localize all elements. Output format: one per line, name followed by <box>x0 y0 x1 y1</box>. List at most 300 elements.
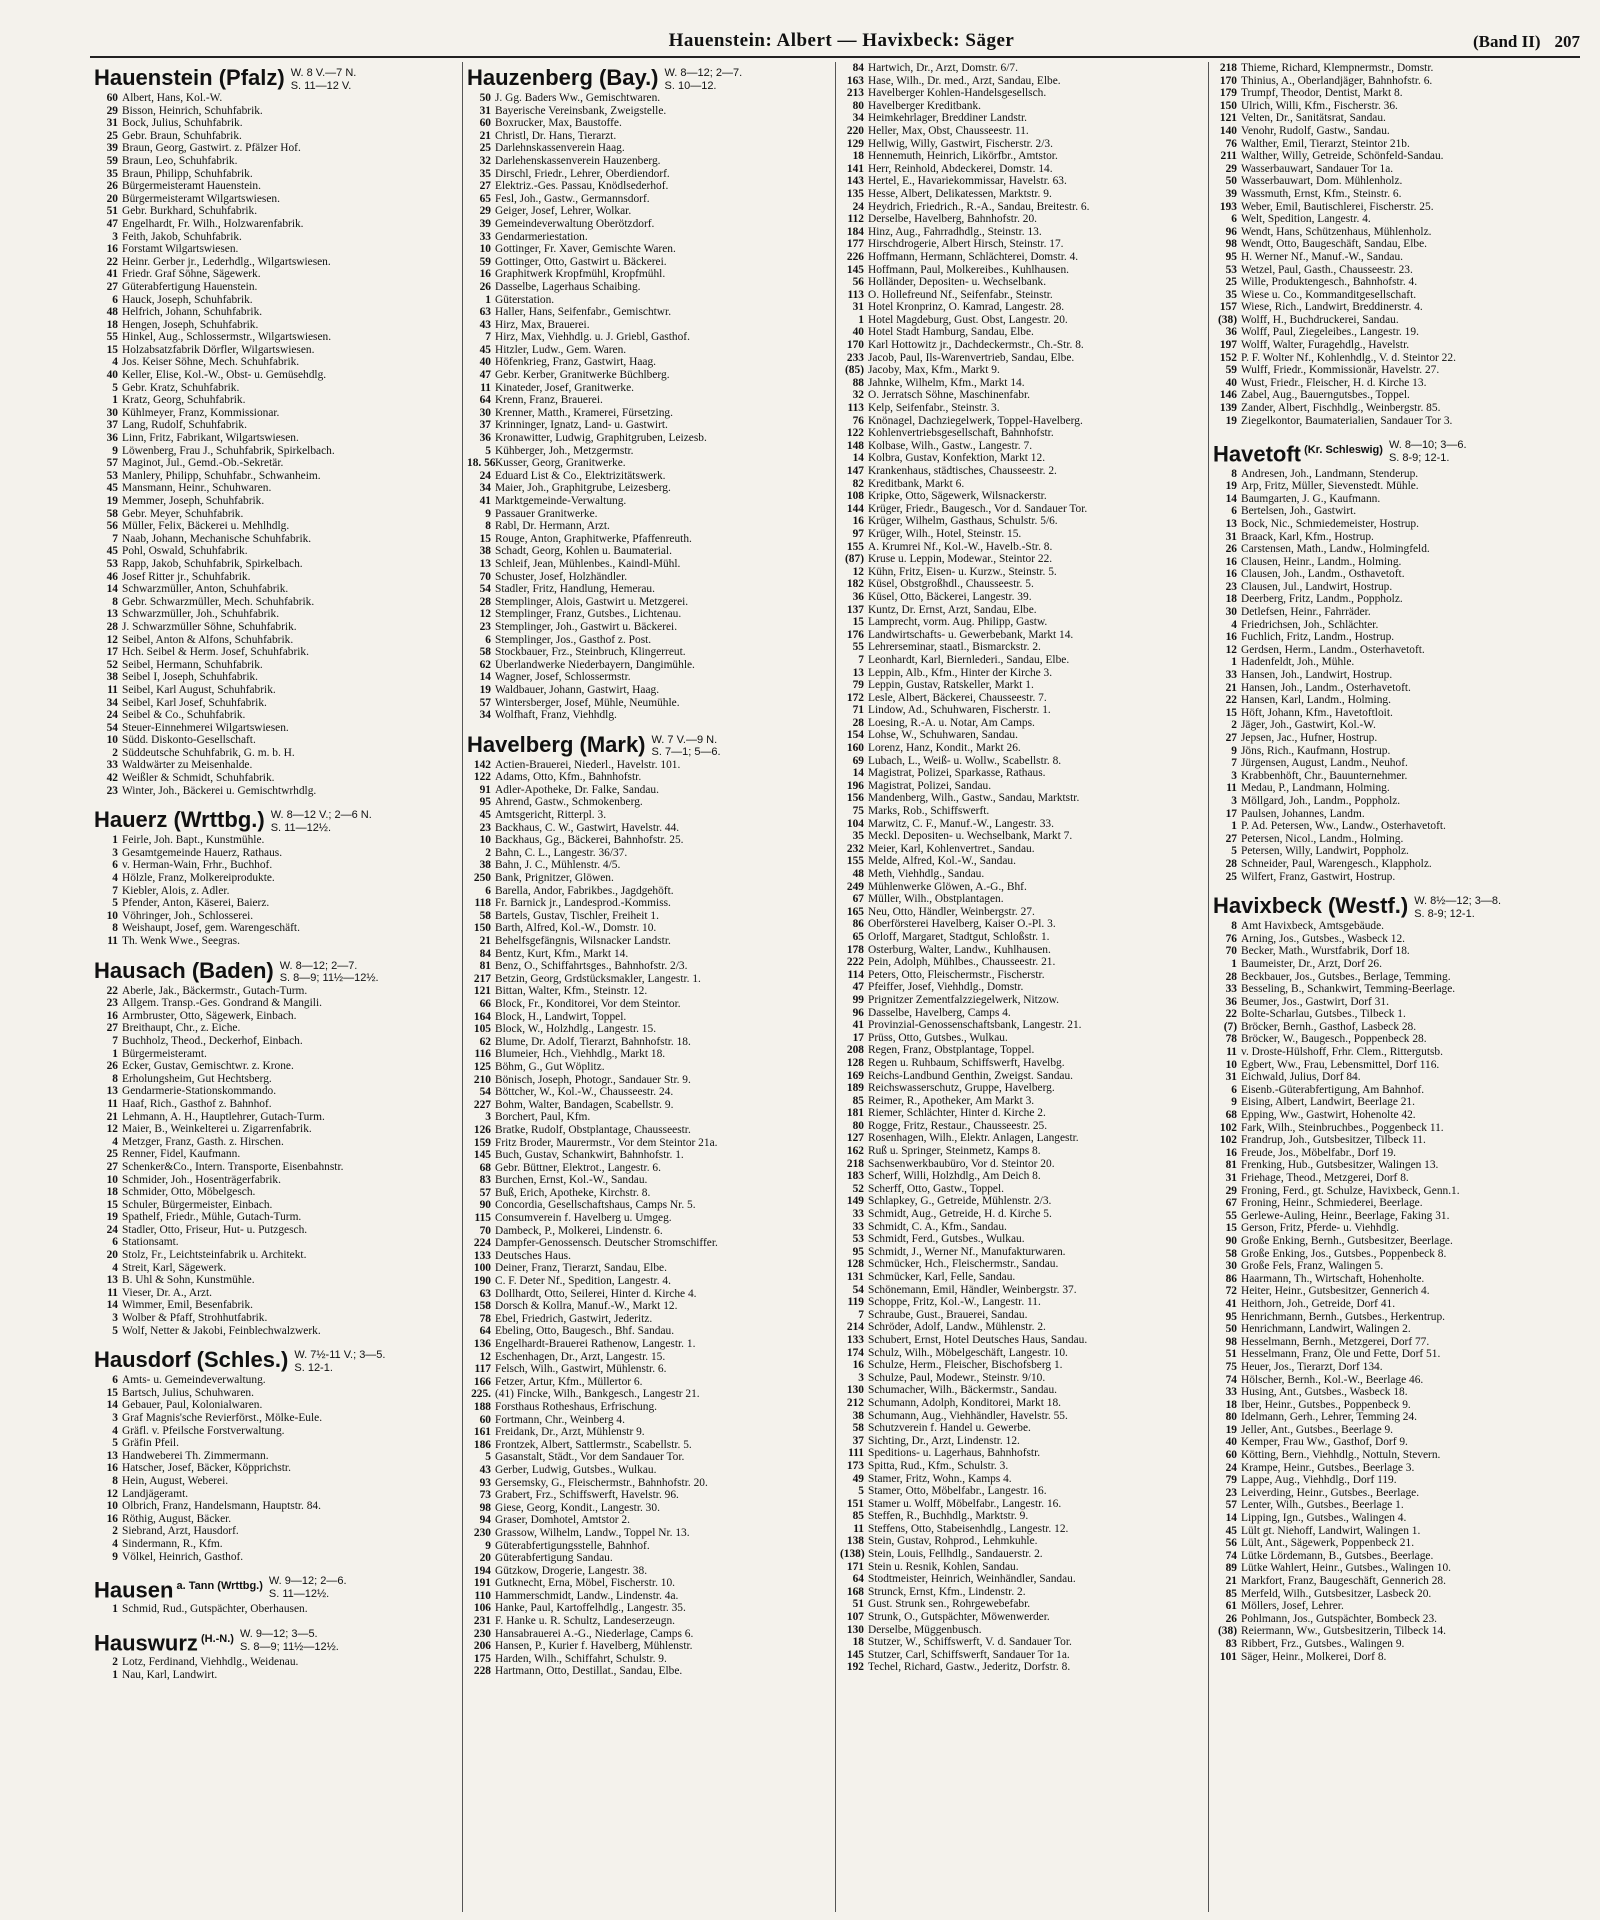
directory-entry <box>840 377 1204 390</box>
entry-number: 8 <box>112 1072 118 1085</box>
directory-entry <box>840 326 1204 339</box>
entry-text: Krenn, Franz, Brauerei. <box>495 394 603 407</box>
place-name: Hausdorf (Schles.) <box>94 1347 289 1373</box>
office-hours <box>294 1349 385 1374</box>
directory-entry <box>1213 1462 1578 1475</box>
directory-entry <box>94 621 458 634</box>
directory-entry <box>840 1334 1204 1347</box>
entry-text: Gottinger, Fr. Xaver, Gemischte Waren. <box>495 243 676 256</box>
directory-entry <box>840 591 1204 604</box>
entry-number: 19 <box>1225 1423 1237 1436</box>
directory-entry <box>1213 983 1578 996</box>
directory-entry <box>1213 1285 1578 1298</box>
entry-text: Stemplinger, Joh., Gastwirt u. Bäckerei. <box>495 620 678 633</box>
entry-text: Helfrich, Johann, Schuhfabrik. <box>122 306 263 319</box>
entry-number: 182 <box>846 578 864 591</box>
directory-entry <box>1213 100 1578 113</box>
entry-text: Trumpf, Theodor, Dentist, Markt 8. <box>1241 87 1403 100</box>
entry-text: Loesing, R.-A. u. Notar, Am Camps. <box>868 716 1035 729</box>
entry-number: 133 <box>846 1333 864 1346</box>
directory-entry <box>467 1250 831 1263</box>
entry-text: Streit, Karl, Sägewerk. <box>122 1261 227 1274</box>
entry-text: Kreditbank, Markt 6. <box>868 477 965 490</box>
place-heading <box>94 1347 458 1374</box>
entry-number: 86 <box>1225 1272 1237 1285</box>
entry-number: 112 <box>847 213 864 226</box>
entry-number: 19 <box>1225 414 1237 427</box>
directory-entry <box>467 356 831 369</box>
entry-number: 211 <box>1220 150 1237 163</box>
directory-entry <box>467 634 831 647</box>
entry-number: 27 <box>1225 832 1237 845</box>
entry-number: 51 <box>852 1598 864 1611</box>
entry-text: Heimkehrlager, Breddiner Landstr. <box>868 112 1027 125</box>
entry-text: Kiebler, Alois, z. Adler. <box>122 884 230 897</box>
entry-number: 4 <box>112 1537 118 1550</box>
directory-entry <box>840 1586 1204 1599</box>
directory-entry <box>94 571 458 584</box>
entry-number: 39 <box>1225 187 1237 200</box>
entry-number: 50 <box>1225 175 1237 188</box>
entry-text: Reichswasserschutz, Gruppe, Havelberg. <box>868 1082 1055 1095</box>
directory-entry <box>94 785 458 798</box>
directory-entry <box>840 1410 1204 1423</box>
entry-number: 196 <box>846 779 864 792</box>
directory-entry <box>94 1669 458 1682</box>
entry-number: 29 <box>1225 1184 1237 1197</box>
entry-number: 71 <box>852 704 864 717</box>
directory-entry <box>1213 1625 1578 1638</box>
entry-number: 96 <box>1225 225 1237 238</box>
entry-text: Gräfin Pfeil. <box>122 1437 179 1450</box>
entry-number: 170 <box>1219 74 1237 87</box>
entry-number: 68 <box>479 1161 491 1174</box>
entry-number: 140 <box>1219 124 1237 137</box>
entry-number: 57 <box>106 457 118 470</box>
directory-entry <box>840 1321 1204 1334</box>
entry-number: 27 <box>106 1160 118 1173</box>
directory-entry <box>94 180 458 193</box>
entry-number: 249 <box>846 880 864 893</box>
entry-text: Leppin, Gustav, Ratskeller, Markt 1. <box>868 679 1034 692</box>
directory-entry <box>467 1615 831 1628</box>
entry-text: Burchen, Ernst, Kol.-W., Sandau. <box>495 1174 648 1187</box>
entry-text: Adams, Otto, Kfm., Bahnhofstr. <box>495 771 642 784</box>
entry-text: Block, Fr., Konditorei, Vor dem Steintor. <box>495 997 681 1010</box>
entry-text: Lehmann, A. H., Hauptlehrer, Gutach-Turm. <box>122 1110 325 1123</box>
directory-entry <box>94 985 458 998</box>
entry-number: 146 <box>1219 389 1237 402</box>
entry-text: Fr. Barnick jr., Landesprod.-Kommiss. <box>495 897 671 910</box>
directory-entry <box>1213 707 1578 720</box>
directory-entry <box>840 1561 1204 1574</box>
office-hours <box>665 67 743 92</box>
entry-text: H. Werner Nf., Manuf.-W., Sandau. <box>1241 250 1403 263</box>
directory-entry <box>1213 933 1578 946</box>
entry-text: Graphitwerk Kropfmühl, Kropfmühl. <box>495 268 666 281</box>
entry-number: 231 <box>473 1615 491 1628</box>
directory-entry <box>94 369 458 382</box>
entry-text: Gerdsen, Herm., Landm., Osterhavetoft. <box>1241 643 1425 656</box>
directory-entry <box>840 1258 1204 1271</box>
directory-entry <box>467 1275 831 1288</box>
directory-entry <box>467 382 831 395</box>
entry-text: P. F. Wolter Nf., Kohlenhdlg., V. d. Steintor 22. <box>1241 351 1456 364</box>
entry-text: Wimmer, Emil, Besenfabrik. <box>122 1299 253 1312</box>
entry-number: 3 <box>112 1312 118 1325</box>
directory-entry <box>840 1309 1204 1322</box>
office-hours <box>1414 895 1501 920</box>
entry-number: 11 <box>107 1097 118 1110</box>
directory-entry <box>94 1035 458 1048</box>
entry-text: Beckbauer, Jos., Gutsbes., Berlage, Temming. <box>1241 970 1451 983</box>
directory-entry <box>94 356 458 369</box>
directory-entry <box>840 226 1204 239</box>
entry-number: 163 <box>846 74 864 87</box>
entry-text: Arning, Jos., Gutsbes., Wasbeck 12. <box>1241 932 1406 945</box>
entry-number: 19 <box>106 1211 118 1224</box>
entry-text: Clausen, Heinr., Landm., Holming. <box>1241 555 1402 568</box>
entry-number: 9 <box>112 1550 118 1563</box>
entry-text: Jacoby, Max, Kfm., Markt 9. <box>868 364 1000 377</box>
entry-number: 128 <box>846 1258 864 1271</box>
entry-text: Buß, Erich, Apotheke, Kirchstr. 8. <box>495 1186 651 1199</box>
entry-text: F. Hanke u. R. Schultz, Landeserzeugn. <box>495 1615 676 1628</box>
entry-text: Ziegelkontor, Baumaterialien, Sandauer Tor 3. <box>1241 414 1453 427</box>
entry-text: Vöhringer, Joh., Schlosserei. <box>122 909 254 922</box>
entry-text: Krüger, Wilh., Hotel, Steinstr. 15. <box>868 527 1022 540</box>
entry-text: Gendarmerie-Stationskommando. <box>122 1085 277 1098</box>
entry-number: 21 <box>479 129 491 142</box>
entry-number: 171 <box>846 1560 864 1573</box>
entry-number: 1 <box>1231 656 1237 669</box>
entry-text: Meier, Karl, Kohlenvertret., Sandau. <box>868 842 1035 855</box>
entry-text: Blume, Dr. Adolf, Tierarzt, Bahnhofstr. 18. <box>495 1035 691 1048</box>
entry-number: 2 <box>1231 719 1237 732</box>
entry-number: 15 <box>852 616 864 629</box>
entry-text: Lappe, Aug., Viehhdlg., Dorf 119. <box>1241 1474 1397 1487</box>
entry-number: 69 <box>852 754 864 767</box>
entry-number: 58 <box>106 507 118 520</box>
entry-number: 41 <box>1225 1297 1237 1310</box>
entry-text: Bertelsen, Joh., Gastwirt. <box>1241 505 1357 518</box>
directory-entry <box>467 1262 831 1275</box>
entry-number: 164 <box>473 1010 491 1023</box>
entry-text: Breithaupt, Chr., z. Eiche. <box>122 1022 241 1035</box>
directory-entry <box>467 180 831 193</box>
entry-number: 65 <box>852 930 864 943</box>
directory-entry <box>1213 175 1578 188</box>
entry-text: Henrichmann, Landwirt, Walingen 2. <box>1241 1323 1411 1336</box>
entry-text: Eduard List & Co., Elektrizitätswerk. <box>495 469 666 482</box>
entry-number: 218 <box>846 1157 864 1170</box>
entry-text: Lütke Wahlert, Heinr., Gutsbes., Walingen 10. <box>1241 1562 1452 1575</box>
entry-number: 60 <box>479 1413 491 1426</box>
entry-number: 1 <box>485 293 491 306</box>
entry-text: Erholungsheim, Gut Hechtsberg. <box>122 1072 272 1085</box>
directory-entry <box>840 1107 1204 1120</box>
directory-entry <box>94 1085 458 1098</box>
entry-text: Schmider, Joh., Hosenträgerfabrik. <box>122 1173 281 1186</box>
entry-number: 37 <box>106 419 118 432</box>
place-heading <box>467 732 831 759</box>
directory-entry <box>1213 87 1578 100</box>
entry-text: Haller, Hans, Seifenfabr., Gemischtwr. <box>495 306 672 319</box>
directory-entry <box>467 1527 831 1540</box>
directory-entry <box>467 1099 831 1112</box>
entry-text: Seibel I, Joseph, Schuhfabrik. <box>122 671 259 684</box>
directory-entry <box>467 935 831 948</box>
office-hours-line: S. 8—9; 11½—12½. <box>279 972 379 985</box>
directory-entry <box>840 1145 1204 1158</box>
directory-entry <box>467 659 831 672</box>
directory-entry <box>1213 1059 1578 1072</box>
office-hours-line: S. 10—12. <box>664 79 717 92</box>
directory-entry <box>94 1513 458 1526</box>
entry-number: 230 <box>473 1526 491 1539</box>
entry-text: Höfenkrieg, Franz, Gastwirt, Haag. <box>495 356 656 369</box>
office-hours-line: W. 8 V.—7 N. <box>290 67 357 79</box>
entry-text: Kripke, Otto, Sägewerk, Wilsnackerstr. <box>868 490 1047 503</box>
entry-text: O. Jerratsch Söhne, Maschinenfabr. <box>868 389 1030 402</box>
directory-entry <box>1213 402 1578 415</box>
office-hours <box>240 1628 339 1653</box>
directory-entry <box>467 973 831 986</box>
entry-number: 181 <box>846 1107 864 1120</box>
entry-number: 50 <box>1225 1323 1237 1336</box>
entry-number: 70 <box>479 1224 491 1237</box>
directory-entry <box>1213 1474 1578 1487</box>
entry-text: Dambeck, P., Molkerei, Lindenstr. 6. <box>495 1224 663 1237</box>
entry-number: 26 <box>479 280 491 293</box>
directory-entry <box>467 482 831 495</box>
office-hours <box>271 809 372 834</box>
office-hours <box>652 734 721 759</box>
directory-entry <box>840 264 1204 277</box>
entry-text: Sachsenwerkbaubüro, Vor d. Steintor 20. <box>868 1157 1055 1170</box>
entry-number: 83 <box>1225 1637 1237 1650</box>
directory-entry <box>467 771 831 784</box>
directory-entry <box>94 130 458 143</box>
directory-entry <box>1213 138 1578 151</box>
directory-entry <box>1213 188 1578 201</box>
directory-entry <box>94 306 458 319</box>
entry-text: Felsch, Wilh., Gastwirt, Mühlenstr. 6. <box>495 1363 667 1376</box>
entry-number: 6 <box>1231 213 1237 226</box>
entry-number: 32 <box>479 154 491 167</box>
entry-number: 214 <box>846 1321 864 1334</box>
directory-entry <box>467 1111 831 1124</box>
entry-number: 14 <box>106 1299 118 1312</box>
entry-number: 13 <box>852 666 864 679</box>
entry-text: Ruß u. Springer, Steinmetz, Kamps 8. <box>868 1145 1041 1158</box>
entry-number: 33 <box>1225 669 1237 682</box>
directory-entry <box>94 205 458 218</box>
entry-number: 40 <box>852 326 864 339</box>
directory-entry <box>1213 958 1578 971</box>
directory-entry <box>1213 782 1578 795</box>
directory-entry <box>1213 644 1578 657</box>
directory-entry <box>840 352 1204 365</box>
entry-text: Küsel, Otto, Bäckerei, Langestr. 39. <box>868 590 1032 603</box>
directory-entry <box>467 130 831 143</box>
directory-entry <box>467 281 831 294</box>
entry-text: Amts- u. Gemeindeverwaltung. <box>122 1374 266 1387</box>
directory-entry <box>94 1224 458 1237</box>
entry-number: 18 <box>106 318 118 331</box>
entry-number: 24 <box>106 1223 118 1236</box>
entry-number: 3 <box>112 846 118 859</box>
entry-number: 37 <box>479 419 491 432</box>
entry-number: 220 <box>846 124 864 137</box>
entry-text: Reiermann, Ww., Gutsbesitzerin, Tilbeck 14. <box>1241 1625 1447 1638</box>
directory-entry <box>467 960 831 973</box>
entry-text: Derselbe, Havelberg, Bahnhofstr. 20. <box>868 213 1038 226</box>
entry-text: Heiter, Heinr., Gutsbesitzer, Gennerich 4. <box>1241 1285 1430 1298</box>
entry-text: Gebauer, Paul, Kolonialwaren. <box>122 1399 263 1412</box>
directory-entry <box>840 969 1204 982</box>
entry-number: 32 <box>852 389 864 402</box>
entry-number: 51 <box>106 205 118 218</box>
directory-entry <box>94 1048 458 1061</box>
entry-text: Paulsen, Johannes, Landm. <box>1241 807 1365 820</box>
entry-number: 20 <box>106 192 118 205</box>
directory-entry <box>840 1510 1204 1523</box>
entry-text: Jos. Keiser Söhne, Mech. Schuhfabrik. <box>122 356 300 369</box>
directory-entry <box>94 457 458 470</box>
entry-text: Christl, Dr. Hans, Tierarzt. <box>495 129 617 142</box>
directory-entry <box>467 1514 831 1527</box>
directory-entry <box>840 818 1204 831</box>
entry-number: 25 <box>479 142 491 155</box>
entry-number: 194 <box>473 1564 491 1577</box>
entry-number: 225. <box>471 1388 491 1401</box>
entry-number: 16 <box>852 1359 864 1372</box>
entry-text: Schmidt, Ferd., Gutsbes., Wulkau. <box>868 1233 1025 1246</box>
entry-text: Venohr, Rudolf, Gastw., Sandau. <box>1241 124 1390 137</box>
entry-text: Grassow, Wilhelm, Landw., Toppel Nr. 13. <box>495 1526 690 1539</box>
entry-text: Marks, Rob., Schiffswerft. <box>868 805 990 818</box>
entry-number: 159 <box>473 1136 491 1149</box>
directory-entry <box>94 1123 458 1136</box>
directory-entry <box>94 1236 458 1249</box>
entry-number: 97 <box>852 527 864 540</box>
entry-number: 78 <box>1225 1033 1237 1046</box>
entry-number: 8 <box>112 922 118 935</box>
entry-number: 7 <box>1231 757 1237 770</box>
entry-number: 84 <box>852 62 864 74</box>
entry-number: 139 <box>1219 402 1237 415</box>
entry-text: Lindow, Ad., Schuhwaren, Fischerstr. 1. <box>868 704 1051 717</box>
entry-text: Hengen, Joseph, Schuhfabrik. <box>122 318 259 331</box>
entry-number: 14 <box>106 583 118 596</box>
directory-entry <box>840 1057 1204 1070</box>
directory-entry <box>840 1158 1204 1171</box>
entry-text: Wintersberger, Josef, Mühle, Neumühle. <box>495 696 680 709</box>
entry-text: Memmer, Joseph, Schuhfabrik. <box>122 495 265 507</box>
entry-text: Giese, Georg, Kondit., Langestr. 30. <box>495 1501 660 1514</box>
entry-text: Darlehnskassenverein Haag. <box>495 142 625 155</box>
entry-text: Andresen, Joh., Landmann, Stenderup. <box>1241 467 1419 480</box>
directory-entry <box>1213 1336 1578 1349</box>
entry-number: 18 <box>1225 593 1237 606</box>
entry-text: Große Fels, Franz, Walingen 5. <box>1241 1260 1384 1273</box>
entry-number: 108 <box>846 490 864 503</box>
directory-entry <box>840 125 1204 138</box>
entry-number: 95 <box>479 796 491 809</box>
entry-number: 28 <box>1225 970 1237 983</box>
entry-text: Lült, Ant., Sägewerk, Poppenbeck 21. <box>1241 1537 1415 1550</box>
entry-text: Fuchlich, Fritz, Landm., Hostrup. <box>1241 631 1395 644</box>
entry-number: 23 <box>1225 1486 1237 1499</box>
entry-text: Clausen, Joh., Landm., Osthavetoft. <box>1241 568 1405 581</box>
entry-text: Lült gt. Niehoff, Landwirt, Walingen 1. <box>1241 1524 1421 1537</box>
entry-text: Barella, Andor, Fabrikbes., Jagdgehöft. <box>495 884 674 897</box>
entry-number: 94 <box>479 1514 491 1527</box>
entry-text: Wendt, Hans, Schützenhaus, Mühlenholz. <box>1241 225 1432 238</box>
entry-text: Stamer u. Wolff, Möbelfabr., Langestr. 16. <box>868 1497 1062 1510</box>
entry-number: 57 <box>1225 1499 1237 1512</box>
entry-number: 212 <box>846 1396 864 1409</box>
place-name: Hausen $^{a. Tann (Wrttbg.)}$ <box>94 1577 263 1603</box>
entry-number: 12 <box>106 1123 118 1136</box>
place-heading <box>94 65 458 92</box>
directory-entry <box>1213 1638 1578 1651</box>
entry-text: Schmidt, Aug., Getreide, H. d. Kirche 5. <box>868 1208 1052 1221</box>
directory-entry <box>467 1212 831 1225</box>
entry-number: 232 <box>846 842 864 855</box>
directory-entry <box>94 281 458 294</box>
entry-text: Rabl, Dr. Hermann, Arzt. <box>495 520 610 533</box>
entry-number: 126 <box>473 1123 491 1136</box>
directory-entry <box>467 834 831 847</box>
entry-number: 222 <box>846 956 864 969</box>
entry-number: 56 <box>106 520 118 533</box>
directory-entry <box>94 634 458 647</box>
entry-number: 23 <box>479 821 491 834</box>
entry-text: Heuer, Jos., Tierarzt, Dorf 134. <box>1241 1360 1383 1373</box>
entry-text: Stamer, Fritz, Wohn., Kamps 4. <box>868 1472 1012 1485</box>
entry-text: Orloff, Margaret, Stadtgut, Schloßstr. 1. <box>868 930 1050 943</box>
entry-number: 102 <box>1219 1121 1237 1134</box>
entry-number: 14 <box>852 452 864 465</box>
entry-number: 7 <box>112 1034 118 1047</box>
entry-number: 130 <box>846 1384 864 1397</box>
directory-entry <box>1213 1159 1578 1172</box>
directory-entry <box>840 62 1204 75</box>
entry-text: Merfeld, Wilh., Gutsbesitzer, Lasbeck 20. <box>1241 1587 1432 1600</box>
entry-number: 160 <box>846 742 864 755</box>
directory-entry <box>840 1384 1204 1397</box>
entry-text: Weber, Emil, Bautischlerei, Fischerstr. 25. <box>1241 200 1434 213</box>
directory-entry <box>1213 1424 1578 1437</box>
place-subtitle: (H.-N.) <box>197 1633 234 1646</box>
entry-number: 21 <box>1225 1575 1237 1588</box>
entry-text: Thieme, Richard, Klempnermstr., Domstr. <box>1241 62 1434 74</box>
entry-text: Hartwich, Dr., Arzt, Domstr. 6/7. <box>868 62 1018 74</box>
directory-entry <box>1213 1374 1578 1387</box>
directory-entry <box>467 1174 831 1187</box>
entry-number: 58 <box>852 1422 864 1435</box>
entry-number: 31 <box>1225 1071 1237 1084</box>
entry-text: Engelhardt-Brauerei Rathenow, Langestr. 1. <box>495 1338 696 1350</box>
entry-text: Überlandwerke Niederbayern, Dangimühle. <box>495 658 695 671</box>
directory-entry <box>467 1225 831 1238</box>
entry-number: 80 <box>1225 1411 1237 1424</box>
entry-number: 113 <box>847 402 864 415</box>
entry-number: 16 <box>1225 1146 1237 1159</box>
entry-text: Ecker, Gustav, Gemischtwr. z. Krone. <box>122 1060 294 1073</box>
